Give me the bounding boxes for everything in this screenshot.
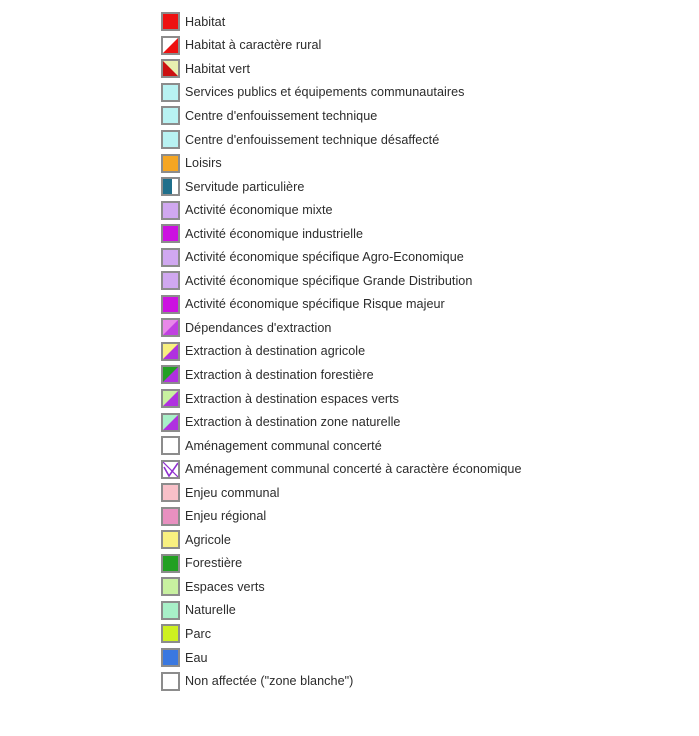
legend-item-activite-agro <box>161 245 681 269</box>
legend-swatch-services-publics <box>161 83 180 102</box>
legend-label-loisirs: Loisirs <box>185 156 222 171</box>
legend-label-activite-risque: Activité économique spécifique Risque majeur <box>185 297 445 312</box>
legend-label-amenagement-communal: Aménagement communal concerté <box>185 438 382 453</box>
legend-label-non-affectee: Non affectée ("zone blanche") <box>185 674 354 689</box>
legend-swatch-extraction-espaces-verts <box>161 389 180 408</box>
legend-swatch-activite-grande-distribution <box>161 271 180 290</box>
legend-swatch-activite-risque <box>161 295 180 314</box>
legend-swatch-non-affectee <box>161 672 180 691</box>
legend-label-activite-industrielle: Activité économique industrielle <box>185 226 364 241</box>
legend-label-naturelle: Naturelle <box>185 603 236 618</box>
legend-item-servitude <box>161 175 681 199</box>
legend-label-espaces-verts: Espaces verts <box>185 579 265 594</box>
legend-item-espaces-verts <box>161 575 681 599</box>
legend-label-forestiere: Forestière <box>185 556 243 571</box>
legend-label-parc: Parc <box>185 626 212 641</box>
legend-item-enjeu-regional <box>161 504 681 528</box>
legend-swatch-enjeu-regional <box>161 507 180 526</box>
legend-item-forestiere <box>161 552 681 576</box>
legend-label-enjeu-communal: Enjeu communal <box>185 485 280 500</box>
legend-label-activite-mixte: Activité économique mixte <box>185 203 333 218</box>
map-legend <box>161 10 681 693</box>
legend-item-loisirs <box>161 151 681 175</box>
legend-swatch-extraction-agricole <box>161 342 180 361</box>
legend-swatch-forestiere <box>161 554 180 573</box>
legend-item-extraction-espaces-verts <box>161 387 681 411</box>
legend-swatch-espaces-verts <box>161 577 180 596</box>
legend-item-enjeu-communal <box>161 481 681 505</box>
legend-swatch-loisirs <box>161 154 180 173</box>
legend-label-extraction-espaces-verts: Extraction à destination espaces verts <box>185 391 400 406</box>
legend-item-activite-grande-distribution <box>161 269 681 293</box>
legend-swatch-parc <box>161 624 180 643</box>
legend-swatch-habitat-vert <box>161 59 180 78</box>
legend-swatch-extraction-zone-naturelle <box>161 413 180 432</box>
legend-label-centre-enfouissement: Centre d'enfouissement technique <box>185 108 378 123</box>
legend-label-extraction-agricole: Extraction à destination agricole <box>185 344 366 359</box>
legend-item-activite-risque <box>161 293 681 317</box>
legend-label-habitat-rural: Habitat à caractère rural <box>185 38 322 53</box>
legend-label-activite-agro: Activité économique spécifique Agro-Economique <box>185 250 464 265</box>
legend-swatch-habitat-rural <box>161 36 180 55</box>
legend-item-dependances-extraction <box>161 316 681 340</box>
legend-swatch-dependances-extraction <box>161 318 180 337</box>
legend-item-amenagement-communal-eco <box>161 457 681 481</box>
legend-swatch-enjeu-communal <box>161 483 180 502</box>
legend-label-enjeu-regional: Enjeu régional <box>185 509 267 524</box>
legend-item-extraction-forestiere <box>161 363 681 387</box>
legend-item-extraction-agricole <box>161 340 681 364</box>
legend-swatch-agricole <box>161 530 180 549</box>
legend-label-extraction-zone-naturelle: Extraction à destination zone naturelle <box>185 415 401 430</box>
legend-item-habitat-rural <box>161 34 681 58</box>
legend-swatch-amenagement-communal <box>161 436 180 455</box>
legend-swatch-activite-mixte <box>161 201 180 220</box>
legend-item-parc <box>161 622 681 646</box>
legend-swatch-centre-enfouissement <box>161 106 180 125</box>
legend-item-agricole <box>161 528 681 552</box>
legend-swatch-extraction-forestiere <box>161 365 180 384</box>
legend-item-extraction-zone-naturelle <box>161 410 681 434</box>
legend-swatch-habitat <box>161 12 180 31</box>
legend-item-centre-enfouissement-desaffecte <box>161 128 681 152</box>
legend-item-non-affectee <box>161 669 681 693</box>
legend-label-dependances-extraction: Dépendances d'extraction <box>185 320 332 335</box>
legend-label-amenagement-communal-eco: Aménagement communal concerté à caractère économique <box>185 462 522 477</box>
legend-label-agricole: Agricole <box>185 532 231 547</box>
legend-item-eau <box>161 646 681 670</box>
legend-item-amenagement-communal <box>161 434 681 458</box>
legend-item-centre-enfouissement <box>161 104 681 128</box>
legend-label-extraction-forestiere: Extraction à destination forestière <box>185 367 374 382</box>
legend-swatch-activite-industrielle <box>161 224 180 243</box>
legend-swatch-servitude <box>161 177 180 196</box>
legend-item-services-publics <box>161 81 681 105</box>
legend-label-activite-grande-distribution: Activité économique spécifique Grande Distribution <box>185 273 473 288</box>
legend-item-naturelle <box>161 599 681 623</box>
legend-swatch-amenagement-communal-eco <box>161 460 180 479</box>
legend-item-habitat <box>161 10 681 34</box>
legend-item-activite-industrielle <box>161 222 681 246</box>
legend-item-activite-mixte <box>161 198 681 222</box>
legend-label-habitat-vert: Habitat vert <box>185 61 250 76</box>
legend-label-services-publics: Services publics et équipements communautaires <box>185 85 465 100</box>
legend-label-centre-enfouissement-desaffecte: Centre d'enfouissement technique désaffecté <box>185 132 440 147</box>
legend-label-eau: Eau <box>185 650 208 665</box>
legend-label-habitat: Habitat <box>185 14 226 29</box>
legend-swatch-eau <box>161 648 180 667</box>
legend-item-habitat-vert <box>161 57 681 81</box>
legend-label-servitude: Servitude particulière <box>185 179 305 194</box>
legend-swatch-naturelle <box>161 601 180 620</box>
legend-swatch-centre-enfouissement-desaffecte <box>161 130 180 149</box>
legend-swatch-activite-agro <box>161 248 180 267</box>
